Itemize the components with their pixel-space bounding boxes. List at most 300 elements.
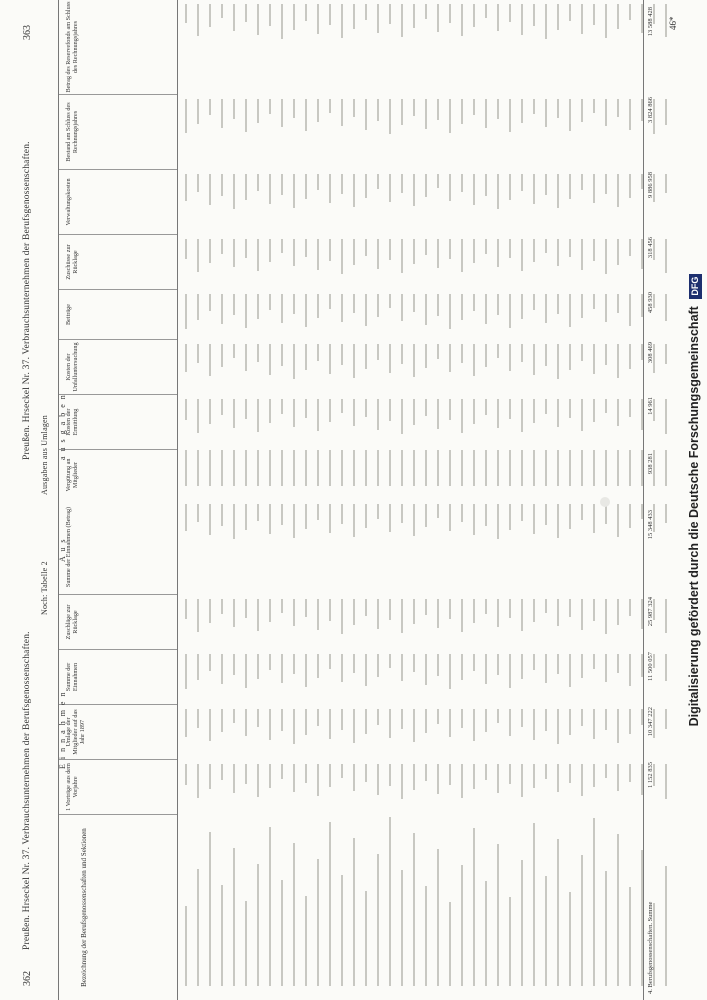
left-text-placeholder	[581, 599, 583, 630]
left-table-cell	[192, 760, 204, 815]
right-table-cell	[588, 340, 600, 395]
left-text-placeholder	[341, 875, 343, 986]
left-table-cell	[276, 815, 288, 1000]
right-table-cell	[324, 235, 336, 290]
right-table-cell	[228, 290, 240, 340]
left-text-placeholder	[221, 885, 223, 986]
right-text-placeholder	[221, 344, 223, 367]
left-table-cell	[264, 815, 276, 1000]
right-table-cell	[552, 340, 564, 395]
left-table-cell	[432, 815, 444, 1000]
left-table-cell	[444, 760, 456, 815]
right-text-placeholder	[281, 399, 283, 414]
right-table-cell	[312, 395, 324, 450]
right-table-cell	[228, 235, 240, 290]
left-table-cell	[324, 650, 336, 705]
right-text-placeholder	[329, 450, 331, 486]
right-table-cell	[384, 235, 396, 290]
right-table-cell	[384, 170, 396, 235]
right-text-placeholder	[605, 174, 607, 194]
right-text-placeholder	[449, 174, 451, 201]
left-table-cell	[576, 760, 588, 815]
left-table-cell	[456, 500, 468, 595]
right-text-placeholder	[257, 4, 259, 35]
left-text-placeholder	[461, 865, 463, 986]
left-table-cell	[288, 650, 300, 705]
right-text-placeholder	[365, 174, 367, 198]
left-table-cell	[288, 705, 300, 760]
right-text-placeholder	[245, 294, 247, 328]
right-table-cell	[564, 0, 576, 95]
left-text-placeholder	[365, 764, 367, 782]
left-text-placeholder	[353, 599, 355, 625]
right-table-cell	[432, 340, 444, 395]
left-text-placeholder	[365, 654, 367, 686]
left-text-placeholder	[329, 709, 331, 739]
left-col-header-4: Zuschläge zur Rücklage	[59, 595, 177, 650]
left-table-cell	[252, 705, 264, 760]
left-text-placeholder	[509, 709, 511, 736]
left-table-cell	[240, 815, 252, 1000]
left-table-cell	[600, 500, 612, 595]
right-table-cell	[192, 450, 204, 500]
right-text-placeholder	[377, 174, 379, 189]
right-text-placeholder	[581, 450, 583, 486]
left-text-placeholder	[413, 504, 415, 536]
right-table-cell	[516, 0, 528, 95]
left-text-placeholder	[209, 654, 211, 671]
left-text-placeholder	[569, 654, 571, 687]
left-table-cell	[348, 705, 360, 760]
left-text-placeholder	[557, 839, 559, 986]
right-table-cell	[300, 290, 312, 340]
right-text-placeholder	[437, 294, 439, 316]
left-text-placeholder	[605, 504, 607, 524]
right-text-placeholder	[497, 344, 499, 358]
left-table-cell	[372, 705, 384, 760]
right-table-cell	[300, 0, 312, 95]
left-text-placeholder	[257, 654, 259, 679]
left-text-placeholder	[197, 764, 199, 798]
right-table-cell	[420, 0, 432, 95]
left-text-placeholder	[497, 654, 499, 675]
right-text-placeholder	[509, 4, 511, 22]
left-text-placeholder	[509, 764, 511, 784]
left-table-body	[180, 500, 672, 1000]
left-table-cell	[516, 760, 528, 815]
left-table-cell	[336, 595, 348, 650]
right-table-cell	[360, 95, 372, 170]
left-table-cell	[300, 595, 312, 650]
right-text-placeholder	[617, 450, 619, 486]
left-table-cell	[180, 705, 192, 760]
left-table-row	[468, 500, 480, 1000]
right-table-cell	[492, 340, 504, 395]
left-text-placeholder	[293, 764, 295, 792]
right-table-row	[228, 0, 240, 500]
right-table-cell	[552, 395, 564, 450]
right-table-cell	[384, 290, 396, 340]
right-text-placeholder	[449, 239, 451, 259]
left-col-header-2: Umlage der Mitglieder auf das Jahr 1897	[59, 705, 177, 760]
left-table-cell	[216, 500, 228, 595]
left-text-placeholder	[593, 654, 595, 669]
right-text-placeholder	[509, 99, 511, 132]
left-total-2: 10 347 222	[647, 707, 654, 737]
right-table-row	[324, 0, 336, 500]
right-text-placeholder	[245, 4, 247, 22]
right-table-cell	[456, 170, 468, 235]
right-text-placeholder	[269, 239, 271, 262]
right-text-placeholder	[281, 344, 283, 366]
right-table-cell	[660, 395, 672, 450]
right-text-placeholder	[557, 174, 559, 208]
left-table-cell	[576, 815, 588, 1000]
right-table-cell	[456, 235, 468, 290]
right-table-row	[564, 0, 576, 500]
right-text-placeholder	[533, 4, 535, 26]
right-table-cell	[288, 235, 300, 290]
left-text-placeholder	[509, 897, 511, 986]
right-table-cell	[288, 290, 300, 340]
right-text-placeholder	[509, 174, 511, 200]
right-table-row	[192, 0, 204, 500]
right-table-cell	[564, 235, 576, 290]
right-text-placeholder	[413, 174, 415, 206]
right-text-placeholder	[497, 294, 499, 315]
right-text-placeholder	[569, 174, 571, 199]
left-table-cell	[564, 650, 576, 705]
right-table-cell	[408, 0, 420, 95]
right-table-cell	[360, 450, 372, 500]
right-table-cell	[276, 170, 288, 235]
right-text-placeholder	[401, 344, 403, 364]
left-text-placeholder	[389, 504, 391, 532]
left-table-cell	[396, 705, 408, 760]
left-table-cell	[372, 650, 384, 705]
right-table-cell	[504, 0, 516, 95]
right-text-placeholder	[233, 99, 235, 119]
right-table-cell	[192, 340, 204, 395]
left-text-placeholder	[353, 709, 355, 743]
left-table-cell	[492, 595, 504, 650]
left-text-placeholder	[233, 654, 235, 675]
left-table-cell	[504, 705, 516, 760]
right-table-cell	[204, 0, 216, 95]
right-text-placeholder	[473, 99, 475, 115]
left-text-placeholder	[221, 764, 223, 780]
right-text-placeholder	[365, 294, 367, 326]
right-table-cell	[252, 235, 264, 290]
right-text-placeholder	[485, 450, 487, 486]
right-table-cell	[312, 450, 324, 500]
right-table-cell	[348, 395, 360, 450]
right-text-placeholder	[581, 294, 583, 318]
right-text-placeholder	[569, 99, 571, 131]
right-table-row	[336, 0, 348, 500]
right-table-row	[384, 0, 396, 500]
left-table-cell	[516, 815, 528, 1000]
right-text-placeholder	[449, 399, 451, 420]
left-table-cell	[312, 650, 324, 705]
left-table-cell	[468, 705, 480, 760]
left-table-cell	[180, 650, 192, 705]
right-table-cell	[600, 290, 612, 340]
left-text-placeholder	[401, 870, 403, 986]
right-table-cell	[552, 290, 564, 340]
left-table-cell	[252, 595, 264, 650]
left-text-placeholder	[461, 654, 463, 680]
right-text-placeholder	[245, 450, 247, 486]
right-text-placeholder	[365, 99, 367, 130]
right-text-placeholder	[593, 99, 595, 113]
right-text-placeholder	[197, 99, 199, 124]
left-table-row	[336, 500, 348, 1000]
left-table-cell	[576, 595, 588, 650]
left-table-cell	[228, 760, 240, 815]
right-table-cell	[372, 235, 384, 290]
right-table-cell	[336, 340, 348, 395]
right-text-placeholder	[617, 239, 619, 265]
left-text-placeholder	[233, 709, 235, 723]
right-table-cell	[180, 450, 192, 500]
left-text-placeholder	[665, 866, 667, 986]
right-text-placeholder	[533, 344, 535, 375]
left-table-cell	[336, 760, 348, 815]
right-text-placeholder	[617, 99, 619, 117]
right-table-body	[180, 0, 672, 500]
right-text-placeholder	[341, 450, 343, 486]
right-table-cell	[408, 340, 420, 395]
right-table-cell	[336, 395, 348, 450]
right-table-cell	[612, 0, 624, 95]
right-text-placeholder	[629, 450, 631, 486]
right-table-cell	[420, 170, 432, 235]
left-text-placeholder	[317, 599, 319, 630]
left-text-placeholder	[281, 504, 283, 525]
right-table-cell	[420, 450, 432, 500]
right-table-row	[180, 0, 192, 500]
left-table-cell	[588, 650, 600, 705]
left-table-cell	[540, 815, 552, 1000]
right-table-cell	[504, 290, 516, 340]
left-total-label: 4. Berufsgenossenschaften. Summe	[647, 901, 654, 994]
right-text-placeholder	[257, 239, 259, 271]
right-text-placeholder	[377, 344, 379, 360]
right-total-0: 938 281	[647, 453, 654, 475]
right-table-row	[348, 0, 360, 500]
left-table-cell	[216, 595, 228, 650]
left-table-cell	[252, 760, 264, 815]
left-text-placeholder	[329, 764, 331, 787]
right-text-placeholder	[485, 294, 487, 324]
left-table-row	[216, 500, 228, 1000]
right-table-cell	[396, 395, 408, 450]
left-text-placeholder	[569, 599, 571, 617]
right-text-placeholder	[629, 99, 631, 130]
left-table-row	[192, 500, 204, 1000]
right-text-placeholder	[413, 99, 415, 116]
right-text-placeholder	[413, 399, 415, 425]
right-table-cell	[276, 0, 288, 95]
left-text-placeholder	[629, 709, 631, 734]
left-text-placeholder	[413, 709, 415, 742]
right-table-cell	[516, 235, 528, 290]
left-table-cell	[384, 760, 396, 815]
left-table-cell	[240, 595, 252, 650]
right-table-cell	[408, 290, 420, 340]
left-table-cell	[336, 705, 348, 760]
right-table-row	[360, 0, 372, 500]
right-text-placeholder	[257, 450, 259, 486]
left-table-cell	[660, 760, 672, 815]
right-table-row	[600, 0, 612, 500]
right-text-placeholder	[425, 174, 427, 197]
left-text-placeholder	[557, 599, 559, 626]
left-text-placeholder	[221, 709, 223, 732]
left-table-cell	[336, 500, 348, 595]
right-text-placeholder	[437, 99, 439, 120]
left-table-cell	[528, 705, 540, 760]
left-table-cell	[420, 760, 432, 815]
right-table-cell	[264, 95, 276, 170]
right-text-placeholder	[545, 4, 547, 39]
left-table-cell	[456, 760, 468, 815]
left-text-placeholder	[221, 504, 223, 526]
left-text-placeholder	[533, 504, 535, 534]
left-text-placeholder	[545, 709, 547, 731]
left-text-placeholder	[341, 764, 343, 778]
left-text-placeholder	[233, 764, 235, 793]
right-table-cell	[624, 95, 636, 170]
left-table-row	[360, 500, 372, 1000]
right-table-cell	[396, 95, 408, 170]
left-table-cell	[588, 760, 600, 815]
left-text-placeholder	[401, 599, 403, 633]
right-text-placeholder	[341, 344, 343, 365]
right-table-cell	[564, 450, 576, 500]
right-text-placeholder	[533, 450, 535, 486]
left-table-cell	[552, 760, 564, 815]
right-text-placeholder	[293, 344, 295, 379]
left-table-row	[276, 500, 288, 1000]
left-table-cell	[216, 705, 228, 760]
right-table-cell	[540, 170, 552, 235]
right-text-placeholder	[377, 4, 379, 33]
right-table-cell	[624, 340, 636, 395]
right-table-cell	[624, 0, 636, 95]
left-text-placeholder	[377, 504, 379, 519]
left-text-placeholder	[257, 864, 259, 986]
left-table-cell	[396, 760, 408, 815]
left-table-row	[516, 500, 528, 1000]
right-table-cell	[324, 340, 336, 395]
left-table-cell	[624, 760, 636, 815]
left-table-cell	[564, 760, 576, 815]
left-text-placeholder	[293, 599, 295, 626]
right-text-placeholder	[401, 450, 403, 486]
right-table-cell	[372, 290, 384, 340]
left-table-cell	[252, 815, 264, 1000]
left-table-cell	[312, 500, 324, 595]
left-table-row	[324, 500, 336, 1000]
right-text-placeholder	[629, 399, 631, 417]
left-total-4: 25 987 324	[647, 597, 654, 627]
right-table-cell	[528, 235, 540, 290]
left-table-cell	[552, 500, 564, 595]
right-text-placeholder	[461, 239, 463, 272]
left-table-cell	[660, 815, 672, 1000]
right-text-placeholder	[197, 344, 199, 363]
left-table-cell	[204, 760, 216, 815]
left-table-cell	[276, 705, 288, 760]
right-text-placeholder	[617, 294, 619, 313]
right-text-placeholder	[197, 174, 199, 192]
left-group-expense: A u s	[58, 538, 67, 562]
right-text-placeholder	[497, 239, 499, 267]
right-text-placeholder	[497, 450, 499, 486]
right-text-placeholder	[413, 4, 415, 28]
right-text-placeholder	[413, 294, 415, 312]
right-table-cell	[564, 95, 576, 170]
right-text-placeholder	[185, 99, 187, 133]
right-table-cell	[180, 290, 192, 340]
right-text-placeholder	[353, 450, 355, 486]
left-table-cell	[252, 650, 264, 705]
left-table-cell	[276, 650, 288, 705]
left-text-placeholder	[293, 654, 295, 674]
left-table-row	[504, 500, 516, 1000]
left-text-placeholder	[293, 709, 295, 744]
right-table-cell	[588, 170, 600, 235]
right-text-placeholder	[209, 450, 211, 486]
right-text-placeholder	[557, 344, 559, 379]
right-table-cell	[276, 290, 288, 340]
left-table-cell	[552, 815, 564, 1000]
left-table-cell	[564, 815, 576, 1000]
right-total-1: 14 961	[647, 397, 654, 415]
right-text-placeholder	[269, 294, 271, 310]
left-table-cell	[480, 500, 492, 595]
right-table-cell	[612, 395, 624, 450]
right-text-placeholder	[437, 399, 439, 429]
right-text-placeholder	[317, 4, 319, 34]
right-text-placeholder	[557, 294, 559, 314]
right-text-placeholder	[185, 4, 187, 23]
right-text-placeholder	[209, 174, 211, 205]
right-total-2: 308 469	[647, 342, 654, 364]
right-table-cell	[552, 235, 564, 290]
right-text-placeholder	[353, 399, 355, 426]
left-text-placeholder	[617, 709, 619, 743]
right-text-placeholder	[209, 4, 211, 27]
right-text-placeholder	[485, 399, 487, 415]
right-text-placeholder	[185, 450, 187, 486]
right-text-placeholder	[269, 450, 271, 486]
right-text-placeholder	[293, 174, 295, 208]
right-table-cell	[492, 170, 504, 235]
right-text-placeholder	[293, 450, 295, 486]
right-table-cell	[600, 340, 612, 395]
right-table-cell	[504, 395, 516, 450]
left-table-cell	[528, 650, 540, 705]
right-text-placeholder	[305, 450, 307, 486]
left-text-placeholder	[521, 860, 523, 986]
right-table-row	[240, 0, 252, 500]
left-table-cell	[600, 705, 612, 760]
left-table-cell	[540, 760, 552, 815]
right-table-row	[528, 0, 540, 500]
